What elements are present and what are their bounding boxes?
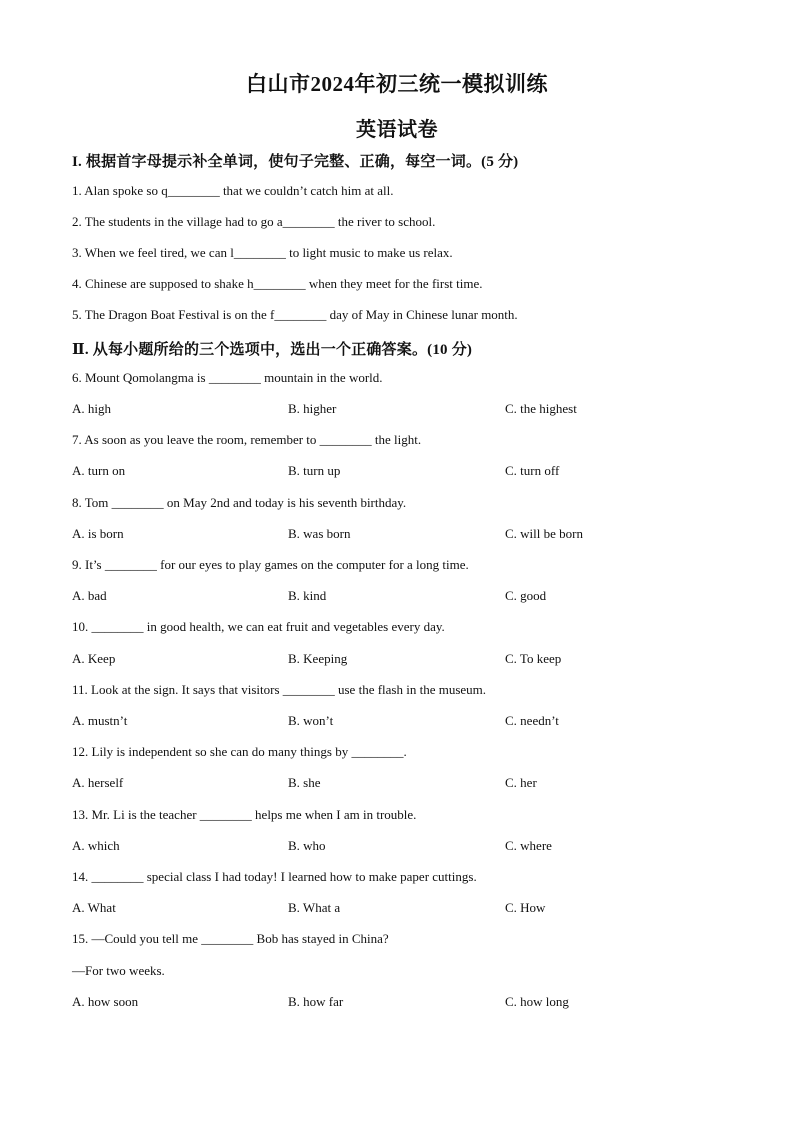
option-a: A. What <box>72 900 116 915</box>
section-1-heading: I. 根据首字母提示补全单词，使句子完整、正确，每空一词。(5 分) <box>72 154 519 170</box>
question-6: 6. Mount Qomolangma is ________ mountain in the world. <box>72 370 383 385</box>
option-c: C. the highest <box>505 401 577 416</box>
option-a: A. high <box>72 401 111 416</box>
question-15: 15. —Could you tell me ________ Bob has stayed in China? <box>72 931 389 946</box>
option-c: C. how long <box>505 994 569 1009</box>
option-b: B. who <box>288 838 326 853</box>
question-14-options <box>72 900 732 918</box>
exam-subtitle: 英语试卷 <box>356 119 438 141</box>
option-c: C. turn off <box>505 463 560 478</box>
question-15-options <box>72 994 732 1012</box>
option-a: A. is born <box>72 526 124 541</box>
option-b: B. higher <box>288 401 337 416</box>
option-b: B. turn up <box>288 463 341 478</box>
option-b: B. was born <box>288 526 351 541</box>
option-a: A. which <box>72 838 120 853</box>
option-c: C. needn’t <box>505 713 559 728</box>
question-7-options <box>72 463 732 481</box>
option-b: B. won’t <box>288 713 334 728</box>
question-10-options <box>72 651 732 669</box>
question-9-options <box>72 588 732 606</box>
option-a: A. herself <box>72 775 124 790</box>
section-2-heading: Ⅱ. 从每小题所给的三个选项中，选出一个正确答案。(10 分) <box>72 342 473 358</box>
option-b: B. Keeping <box>288 651 348 666</box>
question-12-options <box>72 775 732 793</box>
question-12: 12. Lily is independent so she can do many things by ________. <box>72 744 407 759</box>
option-b: B. What a <box>288 900 341 915</box>
question-3: 3. When we feel tired, we can l________ to light music to make us relax. <box>72 245 453 260</box>
question-5: 5. The Dragon Boat Festival is on the f________ day of May in Chinese lunar month. <box>72 307 518 322</box>
option-a: A. Keep <box>72 651 116 666</box>
option-c: C. will be born <box>505 526 583 541</box>
option-c: C. To keep <box>505 651 562 666</box>
option-a: A. turn on <box>72 463 126 478</box>
question-13-options <box>72 838 732 856</box>
question-14: 14. ________ special class I had today! I learned how to make paper cuttings. <box>72 869 477 884</box>
question-2: 2. The students in the village had to go a________ the river to school. <box>72 214 436 229</box>
question-4: 4. Chinese are supposed to shake h________ when they meet for the first time. <box>72 276 483 291</box>
question-6-options <box>72 401 732 419</box>
option-b: B. how far <box>288 994 344 1009</box>
question-11: 11. Look at the sign. It says that visitors ________ use the flash in the museum. <box>72 682 487 697</box>
option-b: B. she <box>288 775 321 790</box>
question-1: 1. Alan spoke so q________ that we couldn’t catch him at all. <box>72 183 394 198</box>
question-7: 7. As soon as you leave the room, remember to ________ the light. <box>72 432 422 447</box>
question-9: 9. It’s ________ for our eyes to play games on the computer for a long time. <box>72 557 469 572</box>
option-c: C. good <box>505 588 547 603</box>
question-10: 10. ________ in good health, we can eat fruit and vegetables every day. <box>72 619 445 634</box>
question-8-options <box>72 526 732 544</box>
question-13: 13. Mr. Li is the teacher ________ helps me when I am in trouble. <box>72 807 417 822</box>
option-a: A. how soon <box>72 994 139 1009</box>
option-c: C. How <box>505 900 546 915</box>
exam-title: 白山市2024年初三统一模拟训练 <box>246 72 548 96</box>
option-b: B. kind <box>288 588 327 603</box>
option-c: C. where <box>505 838 552 853</box>
question-15-response: —For two weeks. <box>72 963 165 978</box>
question-11-options <box>72 713 732 731</box>
option-a: A. bad <box>72 588 107 603</box>
option-c: C. her <box>505 775 537 790</box>
question-8: 8. Tom ________ on May 2nd and today is his seventh birthday. <box>72 495 407 510</box>
option-a: A. mustn’t <box>72 713 128 728</box>
